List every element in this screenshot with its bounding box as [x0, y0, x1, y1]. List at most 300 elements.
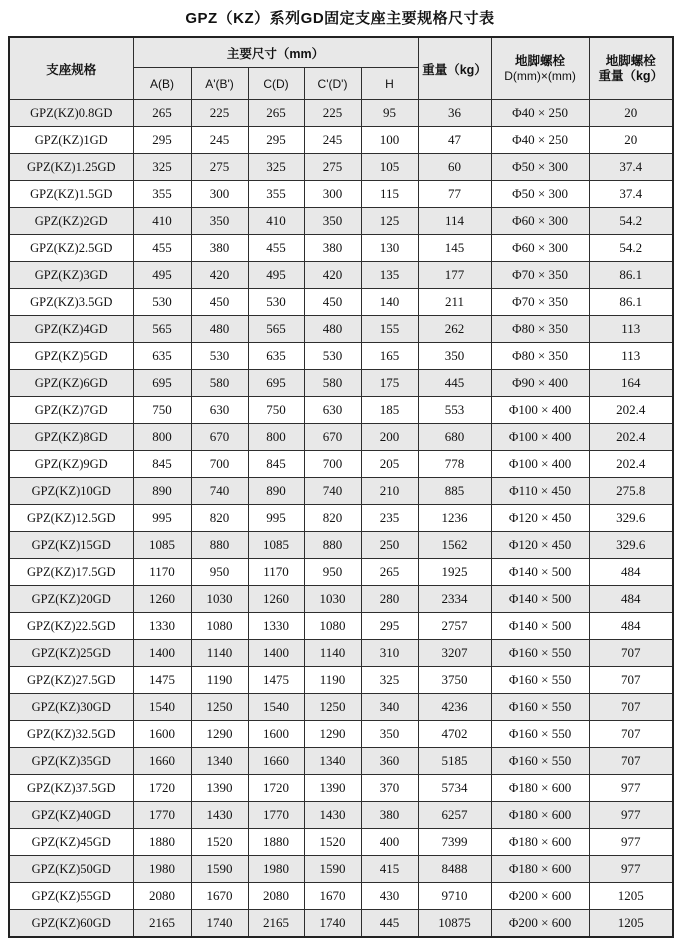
- value-cell: 202.4: [589, 451, 673, 478]
- value-cell: 455: [248, 235, 304, 262]
- value-cell: 350: [304, 208, 361, 235]
- value-cell: 1600: [248, 721, 304, 748]
- value-cell: Φ70 × 350: [491, 262, 589, 289]
- value-cell: 890: [133, 478, 191, 505]
- value-cell: 1980: [133, 856, 191, 883]
- value-cell: Φ180 × 600: [491, 829, 589, 856]
- value-cell: 1205: [589, 910, 673, 938]
- table-row: [9, 235, 673, 262]
- value-cell: Φ200 × 600: [491, 883, 589, 910]
- value-cell: 885: [418, 478, 491, 505]
- header-anchor-bolt-weight-line2: 重量（kg）: [598, 68, 664, 83]
- spec-cell: GPZ(KZ)2.5GD: [9, 235, 133, 262]
- value-cell: 7399: [418, 829, 491, 856]
- table-row: [9, 829, 673, 856]
- value-cell: 670: [304, 424, 361, 451]
- table-row: [9, 127, 673, 154]
- value-cell: 1475: [248, 667, 304, 694]
- value-cell: 115: [361, 181, 418, 208]
- table-row: [9, 262, 673, 289]
- value-cell: 580: [191, 370, 248, 397]
- value-cell: Φ160 × 550: [491, 748, 589, 775]
- table-row: [9, 721, 673, 748]
- value-cell: 211: [418, 289, 491, 316]
- value-cell: 1925: [418, 559, 491, 586]
- value-cell: Φ180 × 600: [491, 775, 589, 802]
- spec-cell: GPZ(KZ)3GD: [9, 262, 133, 289]
- header-dim-cd: C(D): [248, 68, 304, 100]
- value-cell: 1562: [418, 532, 491, 559]
- value-cell: 480: [191, 316, 248, 343]
- value-cell: 275: [304, 154, 361, 181]
- value-cell: Φ120 × 450: [491, 532, 589, 559]
- spec-cell: GPZ(KZ)17.5GD: [9, 559, 133, 586]
- value-cell: Φ100 × 400: [491, 424, 589, 451]
- header-anchor-bolt-line2: D(mm)×(mm): [504, 69, 576, 83]
- value-cell: 60: [418, 154, 491, 181]
- value-cell: 300: [191, 181, 248, 208]
- value-cell: 415: [361, 856, 418, 883]
- value-cell: 300: [304, 181, 361, 208]
- value-cell: 1520: [304, 829, 361, 856]
- value-cell: 200: [361, 424, 418, 451]
- spec-cell: GPZ(KZ)1.5GD: [9, 181, 133, 208]
- value-cell: 553: [418, 397, 491, 424]
- value-cell: 4702: [418, 721, 491, 748]
- value-cell: 484: [589, 586, 673, 613]
- value-cell: 145: [418, 235, 491, 262]
- table-row: [9, 694, 673, 721]
- value-cell: 1720: [133, 775, 191, 802]
- spec-cell: GPZ(KZ)2GD: [9, 208, 133, 235]
- value-cell: 2757: [418, 613, 491, 640]
- table-row: [9, 154, 673, 181]
- value-cell: 36: [418, 100, 491, 127]
- spec-cell: GPZ(KZ)7GD: [9, 397, 133, 424]
- value-cell: 450: [191, 289, 248, 316]
- value-cell: 54.2: [589, 208, 673, 235]
- value-cell: Φ50 × 300: [491, 154, 589, 181]
- header-dim-c1d1: C'(D'): [304, 68, 361, 100]
- table-row: [9, 505, 673, 532]
- spec-cell: GPZ(KZ)8GD: [9, 424, 133, 451]
- spec-cell: GPZ(KZ)12.5GD: [9, 505, 133, 532]
- value-cell: 410: [248, 208, 304, 235]
- value-cell: 430: [361, 883, 418, 910]
- value-cell: 37.4: [589, 154, 673, 181]
- header-dim-ab: A(B): [133, 68, 191, 100]
- table-row: [9, 586, 673, 613]
- value-cell: 265: [133, 100, 191, 127]
- value-cell: Φ90 × 400: [491, 370, 589, 397]
- value-cell: 977: [589, 802, 673, 829]
- value-cell: 565: [248, 316, 304, 343]
- table-row: [9, 478, 673, 505]
- value-cell: 635: [248, 343, 304, 370]
- value-cell: 800: [133, 424, 191, 451]
- value-cell: 1340: [191, 748, 248, 775]
- table-row: [9, 910, 673, 938]
- value-cell: 484: [589, 559, 673, 586]
- value-cell: 1250: [304, 694, 361, 721]
- header-dim-h: H: [361, 68, 418, 100]
- value-cell: 670: [191, 424, 248, 451]
- spec-cell: GPZ(KZ)45GD: [9, 829, 133, 856]
- spec-cell: GPZ(KZ)5GD: [9, 343, 133, 370]
- value-cell: 54.2: [589, 235, 673, 262]
- value-cell: 1340: [304, 748, 361, 775]
- value-cell: 420: [191, 262, 248, 289]
- value-cell: 707: [589, 667, 673, 694]
- value-cell: 125: [361, 208, 418, 235]
- value-cell: 740: [304, 478, 361, 505]
- value-cell: 340: [361, 694, 418, 721]
- value-cell: 530: [304, 343, 361, 370]
- value-cell: 1330: [248, 613, 304, 640]
- value-cell: 2165: [248, 910, 304, 938]
- value-cell: 635: [133, 343, 191, 370]
- value-cell: 275: [191, 154, 248, 181]
- value-cell: 880: [304, 532, 361, 559]
- value-cell: 280: [361, 586, 418, 613]
- value-cell: 165: [361, 343, 418, 370]
- value-cell: 1030: [191, 586, 248, 613]
- value-cell: 1660: [133, 748, 191, 775]
- value-cell: 1390: [191, 775, 248, 802]
- value-cell: 1590: [191, 856, 248, 883]
- value-cell: 995: [248, 505, 304, 532]
- value-cell: 2080: [248, 883, 304, 910]
- spec-cell: GPZ(KZ)10GD: [9, 478, 133, 505]
- table-row: [9, 181, 673, 208]
- value-cell: 695: [133, 370, 191, 397]
- spec-cell: GPZ(KZ)4GD: [9, 316, 133, 343]
- value-cell: 2165: [133, 910, 191, 938]
- spec-cell: GPZ(KZ)20GD: [9, 586, 133, 613]
- value-cell: 10875: [418, 910, 491, 938]
- value-cell: 350: [191, 208, 248, 235]
- value-cell: 1720: [248, 775, 304, 802]
- value-cell: 977: [589, 775, 673, 802]
- value-cell: 530: [248, 289, 304, 316]
- value-cell: Φ120 × 450: [491, 505, 589, 532]
- value-cell: 1400: [248, 640, 304, 667]
- value-cell: 355: [133, 181, 191, 208]
- table-row: [9, 613, 673, 640]
- value-cell: 445: [418, 370, 491, 397]
- value-cell: Φ160 × 550: [491, 721, 589, 748]
- spec-cell: GPZ(KZ)50GD: [9, 856, 133, 883]
- table-row: [9, 775, 673, 802]
- value-cell: 1740: [191, 910, 248, 938]
- value-cell: 977: [589, 829, 673, 856]
- value-cell: 1400: [133, 640, 191, 667]
- table-row: [9, 289, 673, 316]
- value-cell: 845: [133, 451, 191, 478]
- header-anchor-bolt-line1: 地脚螺栓: [515, 54, 566, 68]
- value-cell: 325: [133, 154, 191, 181]
- value-cell: 1520: [191, 829, 248, 856]
- header-anchor-bolt-weight-line1: 地脚螺栓: [605, 53, 656, 68]
- value-cell: 1330: [133, 613, 191, 640]
- value-cell: Φ100 × 400: [491, 397, 589, 424]
- table-header: [9, 37, 673, 100]
- value-cell: 380: [361, 802, 418, 829]
- value-cell: 484: [589, 613, 673, 640]
- value-cell: 177: [418, 262, 491, 289]
- value-cell: 495: [133, 262, 191, 289]
- value-cell: 20: [589, 100, 673, 127]
- spec-cell: GPZ(KZ)60GD: [9, 910, 133, 938]
- value-cell: Φ140 × 500: [491, 613, 589, 640]
- value-cell: 820: [304, 505, 361, 532]
- value-cell: 410: [133, 208, 191, 235]
- value-cell: Φ180 × 600: [491, 856, 589, 883]
- value-cell: 355: [248, 181, 304, 208]
- value-cell: Φ200 × 600: [491, 910, 589, 938]
- value-cell: 707: [589, 748, 673, 775]
- value-cell: 977: [589, 856, 673, 883]
- value-cell: 1540: [133, 694, 191, 721]
- value-cell: 350: [418, 343, 491, 370]
- table-row: [9, 316, 673, 343]
- value-cell: 1590: [304, 856, 361, 883]
- value-cell: 1170: [133, 559, 191, 586]
- value-cell: 1770: [248, 802, 304, 829]
- value-cell: 530: [133, 289, 191, 316]
- value-cell: 4236: [418, 694, 491, 721]
- value-cell: Φ40 × 250: [491, 100, 589, 127]
- value-cell: 5185: [418, 748, 491, 775]
- value-cell: 3207: [418, 640, 491, 667]
- value-cell: 1290: [304, 721, 361, 748]
- table-row: [9, 640, 673, 667]
- value-cell: 20: [589, 127, 673, 154]
- value-cell: 695: [248, 370, 304, 397]
- spec-cell: GPZ(KZ)9GD: [9, 451, 133, 478]
- value-cell: Φ50 × 300: [491, 181, 589, 208]
- value-cell: 700: [304, 451, 361, 478]
- value-cell: 210: [361, 478, 418, 505]
- value-cell: 750: [133, 397, 191, 424]
- table-row: [9, 883, 673, 910]
- value-cell: 1250: [191, 694, 248, 721]
- value-cell: 325: [248, 154, 304, 181]
- value-cell: 295: [248, 127, 304, 154]
- value-cell: 310: [361, 640, 418, 667]
- value-cell: 1080: [304, 613, 361, 640]
- value-cell: 1475: [133, 667, 191, 694]
- value-cell: 235: [361, 505, 418, 532]
- value-cell: Φ160 × 550: [491, 640, 589, 667]
- value-cell: 275.8: [589, 478, 673, 505]
- value-cell: 265: [248, 100, 304, 127]
- value-cell: 140: [361, 289, 418, 316]
- value-cell: 1770: [133, 802, 191, 829]
- spec-table: [8, 36, 674, 938]
- value-cell: 135: [361, 262, 418, 289]
- value-cell: 950: [304, 559, 361, 586]
- value-cell: Φ100 × 400: [491, 451, 589, 478]
- table-row: [9, 100, 673, 127]
- spec-cell: GPZ(KZ)27.5GD: [9, 667, 133, 694]
- value-cell: 1260: [248, 586, 304, 613]
- value-cell: Φ60 × 300: [491, 208, 589, 235]
- table-row: [9, 559, 673, 586]
- value-cell: Φ160 × 550: [491, 667, 589, 694]
- value-cell: 1190: [191, 667, 248, 694]
- value-cell: Φ160 × 550: [491, 694, 589, 721]
- value-cell: 325: [361, 667, 418, 694]
- page-title: GPZ（KZ）系列GD固定支座主要规格尺寸表: [185, 10, 495, 27]
- value-cell: 820: [191, 505, 248, 532]
- value-cell: 845: [248, 451, 304, 478]
- value-cell: 2334: [418, 586, 491, 613]
- value-cell: 47: [418, 127, 491, 154]
- table-row: [9, 370, 673, 397]
- header-weight: 重量（kg）: [418, 37, 491, 100]
- value-cell: 113: [589, 343, 673, 370]
- table-body: [9, 100, 673, 938]
- value-cell: 420: [304, 262, 361, 289]
- spec-cell: GPZ(KZ)1GD: [9, 127, 133, 154]
- table-row: [9, 748, 673, 775]
- value-cell: 6257: [418, 802, 491, 829]
- value-cell: 202.4: [589, 397, 673, 424]
- value-cell: 1140: [191, 640, 248, 667]
- value-cell: 329.6: [589, 532, 673, 559]
- value-cell: 630: [191, 397, 248, 424]
- header-spec: 支座规格: [9, 37, 133, 100]
- value-cell: 1670: [191, 883, 248, 910]
- value-cell: 262: [418, 316, 491, 343]
- spec-cell: GPZ(KZ)25GD: [9, 640, 133, 667]
- value-cell: 750: [248, 397, 304, 424]
- value-cell: 86.1: [589, 262, 673, 289]
- header-row-1: [9, 37, 673, 68]
- value-cell: 1880: [133, 829, 191, 856]
- value-cell: 880: [191, 532, 248, 559]
- value-cell: 164: [589, 370, 673, 397]
- value-cell: Φ80 × 350: [491, 343, 589, 370]
- header-main-dimensions: 主要尺寸（mm）: [133, 37, 418, 68]
- header-anchor-bolt-weight: [589, 37, 673, 100]
- value-cell: 1880: [248, 829, 304, 856]
- value-cell: 1390: [304, 775, 361, 802]
- value-cell: 225: [191, 100, 248, 127]
- value-cell: 700: [191, 451, 248, 478]
- value-cell: 565: [133, 316, 191, 343]
- spec-cell: GPZ(KZ)15GD: [9, 532, 133, 559]
- value-cell: 1080: [191, 613, 248, 640]
- table-row: [9, 802, 673, 829]
- spec-cell: GPZ(KZ)0.8GD: [9, 100, 133, 127]
- value-cell: 1236: [418, 505, 491, 532]
- value-cell: 265: [361, 559, 418, 586]
- value-cell: 114: [418, 208, 491, 235]
- value-cell: 100: [361, 127, 418, 154]
- value-cell: 245: [304, 127, 361, 154]
- value-cell: 175: [361, 370, 418, 397]
- value-cell: 37.4: [589, 181, 673, 208]
- table-row: [9, 856, 673, 883]
- spec-cell: GPZ(KZ)55GD: [9, 883, 133, 910]
- value-cell: 530: [191, 343, 248, 370]
- value-cell: 95: [361, 100, 418, 127]
- table-row: [9, 532, 673, 559]
- value-cell: 245: [191, 127, 248, 154]
- value-cell: 1140: [304, 640, 361, 667]
- value-cell: 295: [133, 127, 191, 154]
- value-cell: Φ180 × 600: [491, 802, 589, 829]
- value-cell: 480: [304, 316, 361, 343]
- value-cell: 1430: [191, 802, 248, 829]
- value-cell: Φ110 × 450: [491, 478, 589, 505]
- value-cell: 445: [361, 910, 418, 938]
- value-cell: 77: [418, 181, 491, 208]
- value-cell: 130: [361, 235, 418, 262]
- value-cell: 495: [248, 262, 304, 289]
- value-cell: 707: [589, 640, 673, 667]
- value-cell: 1190: [304, 667, 361, 694]
- table-row: [9, 451, 673, 478]
- value-cell: 350: [361, 721, 418, 748]
- spec-cell: GPZ(KZ)3.5GD: [9, 289, 133, 316]
- table-row: [9, 397, 673, 424]
- spec-cell: GPZ(KZ)37.5GD: [9, 775, 133, 802]
- value-cell: Φ70 × 350: [491, 289, 589, 316]
- table-row: [9, 667, 673, 694]
- header-anchor-bolt: [491, 37, 589, 100]
- spec-cell: GPZ(KZ)30GD: [9, 694, 133, 721]
- value-cell: 5734: [418, 775, 491, 802]
- value-cell: 455: [133, 235, 191, 262]
- spec-cell: GPZ(KZ)22.5GD: [9, 613, 133, 640]
- value-cell: 1600: [133, 721, 191, 748]
- value-cell: 1670: [304, 883, 361, 910]
- value-cell: 185: [361, 397, 418, 424]
- value-cell: 113: [589, 316, 673, 343]
- value-cell: 580: [304, 370, 361, 397]
- value-cell: 740: [191, 478, 248, 505]
- spec-cell: GPZ(KZ)1.25GD: [9, 154, 133, 181]
- value-cell: 202.4: [589, 424, 673, 451]
- value-cell: Φ140 × 500: [491, 559, 589, 586]
- value-cell: 707: [589, 694, 673, 721]
- value-cell: 360: [361, 748, 418, 775]
- table-row: [9, 208, 673, 235]
- value-cell: 890: [248, 478, 304, 505]
- value-cell: 8488: [418, 856, 491, 883]
- value-cell: 1260: [133, 586, 191, 613]
- value-cell: 630: [304, 397, 361, 424]
- spec-cell: GPZ(KZ)32.5GD: [9, 721, 133, 748]
- value-cell: Φ60 × 300: [491, 235, 589, 262]
- value-cell: 1660: [248, 748, 304, 775]
- value-cell: 400: [361, 829, 418, 856]
- value-cell: 295: [361, 613, 418, 640]
- value-cell: 450: [304, 289, 361, 316]
- value-cell: 9710: [418, 883, 491, 910]
- value-cell: Φ80 × 350: [491, 316, 589, 343]
- value-cell: 1740: [304, 910, 361, 938]
- value-cell: 950: [191, 559, 248, 586]
- value-cell: 86.1: [589, 289, 673, 316]
- value-cell: 225: [304, 100, 361, 127]
- value-cell: 250: [361, 532, 418, 559]
- value-cell: 1430: [304, 802, 361, 829]
- header-dim-a1b1: A'(B'): [191, 68, 248, 100]
